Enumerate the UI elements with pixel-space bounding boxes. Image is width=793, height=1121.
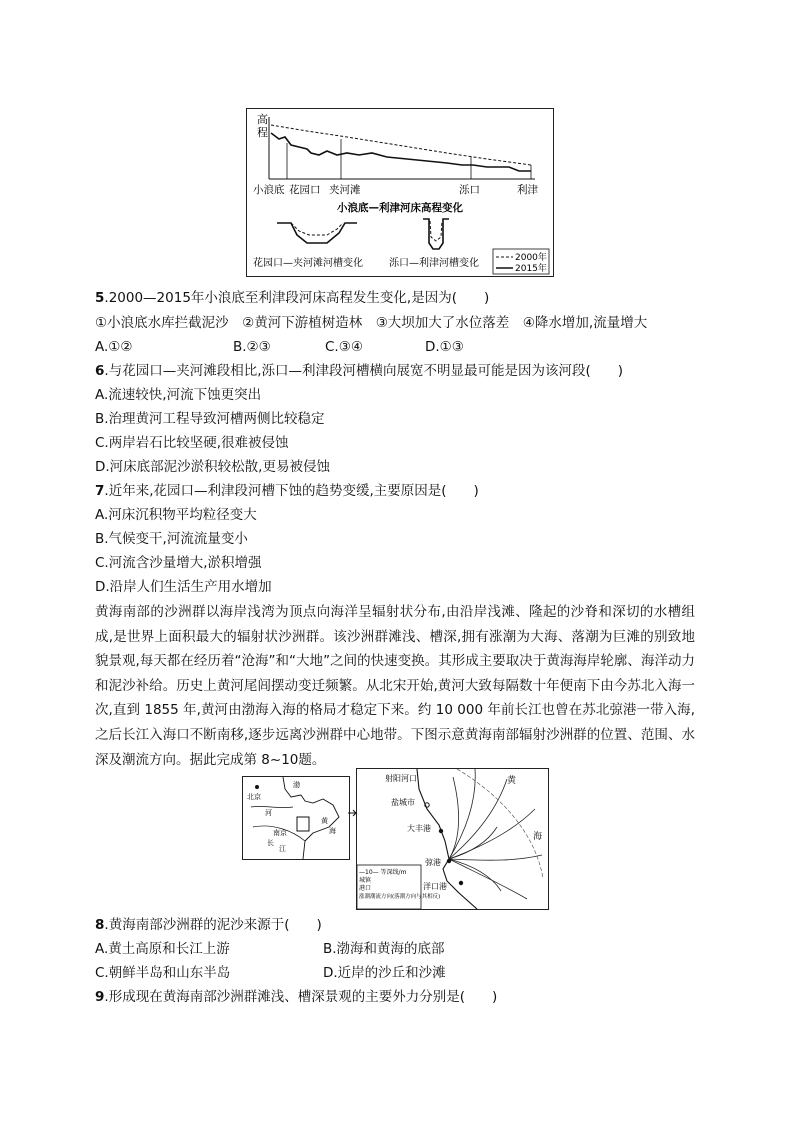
label-sheyang-text: 射阳河口 (385, 774, 417, 783)
q7-option-b[interactable]: B.气候变干,河流流量变小 (95, 531, 248, 547)
sand-ridges (449, 769, 542, 899)
q9-stem (95, 987, 497, 1007)
legend-city: 城镇 (359, 877, 372, 884)
q9-text: .形成现在黄海南部沙洲群滩浅、槽深景观的主要外力分别是( ) (104, 989, 498, 1005)
label-yancheng: 盐城市 (391, 798, 415, 807)
inset-location-map (242, 776, 350, 860)
legend-2015-label: 2015年 (515, 264, 547, 274)
q8-stem (95, 915, 322, 935)
q8-text: .黄海南部沙洲群的泥沙来源于( ) (104, 917, 322, 933)
q5-option-d[interactable]: D.①③ (425, 339, 464, 355)
inset-city-dot-beijing (255, 785, 259, 789)
station-label-jiahetan: 夹河滩 (329, 184, 361, 196)
port-dot-jianggang (447, 859, 451, 863)
station-label-luokou: 泺口 (459, 184, 480, 196)
sandbank-map-svg (357, 769, 548, 909)
riverbed-elevation-svg (247, 109, 553, 276)
label-jianggang: 弶港 (425, 858, 441, 867)
q8-option-d[interactable]: D.近岸的沙丘和沙滩 (323, 965, 446, 981)
q7-option-d[interactable]: D.沿岸人们生活生产用水增加 (95, 579, 272, 595)
q5-text: .2000—2015年小浪底至利津段河床高程发生变化,是因为( ) (104, 290, 490, 306)
q8-option-c[interactable]: C.朝鲜半岛和山东半岛 (95, 965, 231, 981)
inset-label-jiang: 江 (279, 845, 286, 853)
q5-stem (95, 288, 489, 308)
label-dafeng: 大丰港 (407, 824, 431, 833)
inset-coastline (283, 777, 339, 859)
q7-option-a[interactable]: A.河床沉积物平均粒径变大 (95, 507, 257, 523)
station-label-xiaolangdi: 小浪底 (253, 184, 285, 196)
q6-stem (95, 361, 623, 381)
inset-label-beijing: 北京 (247, 793, 261, 801)
label-huang: 黄 (507, 776, 517, 786)
inset-highlight-box (297, 817, 309, 831)
inset-label-nanjing: 南京 (273, 829, 287, 837)
q5-option-c[interactable]: C.③④ (325, 339, 363, 355)
inset-label-bo: 渤 (293, 781, 300, 789)
q8-option-a[interactable]: A.黄土高原和长江上游 (95, 941, 230, 957)
q7-stem (95, 481, 479, 501)
cross-section-2-2015 (423, 219, 449, 249)
q6-option-c[interactable]: C.两岸岩石比较坚硬,很难被侵蚀 (95, 435, 289, 451)
q6-option-d[interactable]: D.河床底部泥沙淤积较松散,更易被侵蚀 (95, 459, 330, 475)
port-dot-dafeng (439, 829, 443, 833)
figure1-title: 小浪底—利津河床高程变化 (337, 202, 463, 214)
station-label-huayuankou: 花园口 (289, 184, 321, 196)
port-dot-yangkou (459, 881, 463, 885)
q7-text: .近年来,花园口—利津段河槽下蚀的趋势变缓,主要原因是( ) (104, 483, 479, 499)
inset-label-chang: 长 (267, 839, 274, 847)
reading-passage: 黄海南部的沙洲群以海岸浅湾为顶点向海洋呈辐射状分布,由沿岸浅滩、隆起的沙脊和深切的水槽组成,是世界上面积最大的辐射状沙洲群。该沙洲群滩浅、槽深,拥有涨潮为大海、落潮为巨滩的别致地貌景观,每天都在经历着“沧海”和“大地”之间的快速变换。其形成主要取决于黄海海岸轮廓、海洋动力和泥沙补给。历史上黄河尾闾摆动变迁频繁。从北宋开始,黄河大致每隔数十年便南下由今苏北入海一次,直到 1855 年,黄河由渤海入海的格局才稳定下来。约 10 000 年前长江也曾在苏北弶港一带入海,之后长江入海口不断南移,逐步远离沙洲群中心地带。下图示意黄海南部辐射沙洲群的位置、范围、水深及潮流方向。据此完成第 8~10题。 (95, 604, 695, 768)
legend-2000-label: 2000年 (515, 253, 547, 263)
riverbed-elevation-figure (246, 108, 554, 277)
q5-option-b[interactable]: B.②③ (233, 339, 271, 355)
line-2015 (271, 133, 531, 171)
q6-option-b[interactable]: B.治理黄河工程导致河槽两侧比较稳定 (95, 411, 325, 427)
q8-option-b[interactable]: B.渤海和黄海的底部 (323, 941, 445, 957)
cross-section-1-2000 (291, 223, 343, 235)
y-axis-label-2: 程 (257, 126, 268, 139)
label-sheyang (385, 773, 417, 783)
q9-number: 9 (95, 989, 105, 1005)
cross-section-2-2000 (430, 221, 442, 241)
legend-tide: 涨潮潮流方向(落潮方向与其相反) (359, 894, 441, 900)
cross-section-1-2015 (277, 223, 357, 243)
inset-label-hai: 海 (329, 827, 336, 835)
q5-option-a[interactable]: A.①② (95, 339, 133, 355)
q7-option-c[interactable]: C.河流含沙量增大,淤积增强 (95, 555, 262, 571)
q5-statements: ①小浪底水库拦截泥沙 ②黄河下游植树造林 ③大坝加大了水位落差 ④降水增加,流量增大 (95, 315, 648, 331)
q6-number: 6 (95, 363, 105, 379)
label-yangkou: 洋口港 (423, 882, 447, 891)
sandbank-map (356, 768, 549, 910)
inset-label-he: 河 (265, 809, 272, 817)
y-axis-label-1: 高 (257, 113, 268, 126)
q6-text: .与花园口—夹河滩段相比,泺口—利津段河槽横向展宽不明显最可能是因为该河段( ) (104, 363, 624, 379)
inset-yellow-river (251, 806, 293, 807)
cross-section-1-label: 花园口—夹河滩河槽变化 (253, 258, 363, 269)
q5-number: 5 (95, 290, 105, 306)
q8-number: 8 (95, 917, 105, 933)
legend-contour: —10— 等深线/m (359, 869, 407, 876)
cross-section-2-label: 泺口—利津河槽变化 (389, 258, 479, 269)
label-hai: 海 (533, 832, 543, 842)
station-label-lijin: 利津 (517, 184, 538, 196)
q7-number: 7 (95, 483, 105, 499)
inset-label-huang: 黄 (321, 817, 328, 825)
legend-port: 港口 (359, 885, 372, 892)
q6-option-a[interactable]: A.流速较快,河流下蚀更突出 (95, 387, 262, 403)
depth-contour (457, 769, 543, 879)
inset-map-svg (243, 777, 349, 859)
